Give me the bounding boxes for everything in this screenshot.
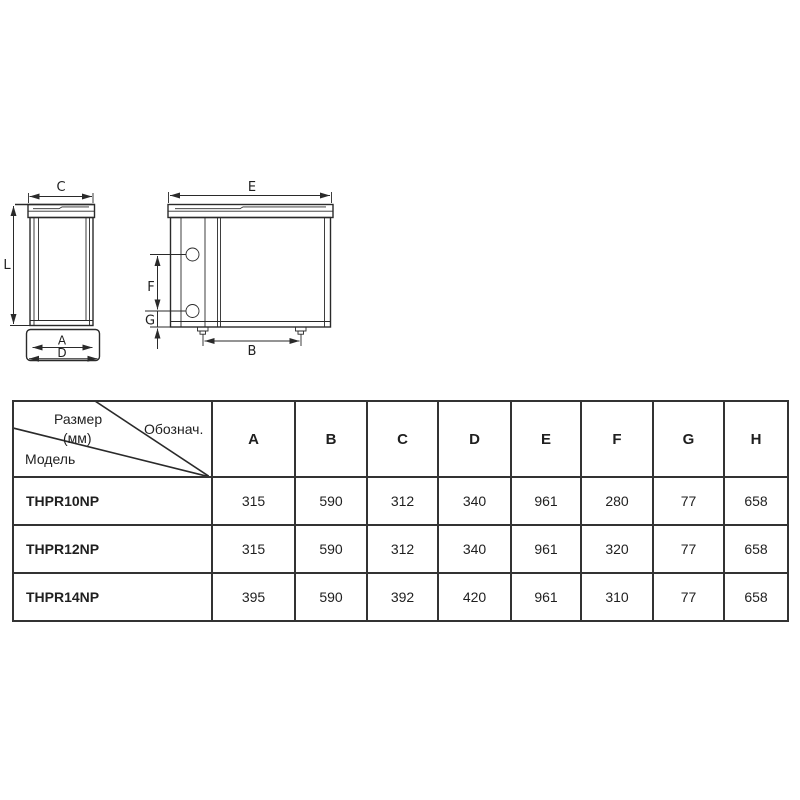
dim-value: 420 [438, 573, 511, 621]
model-name: THPR12NP [13, 525, 212, 573]
column-header-e: E [511, 401, 581, 477]
dim-value: 340 [438, 525, 511, 573]
dim-value: 961 [511, 525, 581, 573]
dimension-drawings [0, 0, 800, 395]
dim-value: 395 [212, 573, 295, 621]
dim-label-d: D [57, 345, 67, 360]
table-header-row [13, 401, 788, 477]
dim-value: 315 [212, 477, 295, 525]
left-foot [198, 327, 209, 334]
corner-size-unit: (мм) [63, 430, 92, 446]
column-header-h: H [724, 401, 788, 477]
dimensions-table [12, 400, 789, 622]
column-header-b: B [295, 401, 367, 477]
dim-value: 658 [724, 525, 788, 573]
dim-label-b: B [247, 344, 257, 359]
dim-value: 312 [367, 525, 438, 573]
dim-value: 961 [511, 573, 581, 621]
table-row [13, 573, 788, 621]
dim-label-a: A [57, 333, 67, 348]
dim-value: 590 [295, 477, 367, 525]
dim-label-e: E [247, 180, 257, 195]
dim-value: 77 [653, 573, 724, 621]
dim-value: 77 [653, 477, 724, 525]
corner-size-label: Размер [54, 411, 103, 427]
right-foot [296, 327, 307, 334]
column-header-c: C [367, 401, 438, 477]
dim-label-l: L [3, 258, 11, 273]
dim-value: 310 [581, 573, 653, 621]
pipe-connection-upper [186, 248, 199, 261]
dim-value: 312 [367, 477, 438, 525]
pipe-connection-lower [186, 305, 199, 318]
dim-value: 340 [438, 477, 511, 525]
corner-model-label: Модель [25, 451, 76, 467]
dim-value: 77 [653, 525, 724, 573]
column-header-a: A [212, 401, 295, 477]
table-row [13, 477, 788, 525]
table-corner-cell [13, 401, 212, 477]
column-header-g: G [653, 401, 724, 477]
dim-label-c: C [56, 180, 66, 195]
dim-value: 590 [295, 525, 367, 573]
column-header-d: D [438, 401, 511, 477]
table-row [13, 525, 788, 573]
dim-label-g: G [144, 313, 156, 329]
model-name: THPR14NP [13, 573, 212, 621]
dim-value: 961 [511, 477, 581, 525]
side-view-drawing [3, 180, 99, 361]
dim-value: 658 [724, 477, 788, 525]
dim-value: 320 [581, 525, 653, 573]
dim-value: 280 [581, 477, 653, 525]
corner-designation-label: Обознач. [144, 421, 204, 437]
column-header-f: F [581, 401, 653, 477]
dim-value: 315 [212, 525, 295, 573]
dim-label-f: F [147, 280, 155, 295]
dim-value: 392 [367, 573, 438, 621]
dim-value: 658 [724, 573, 788, 621]
model-name: THPR10NP [13, 477, 212, 525]
dim-value: 590 [295, 573, 367, 621]
front-view-drawing [145, 180, 333, 359]
